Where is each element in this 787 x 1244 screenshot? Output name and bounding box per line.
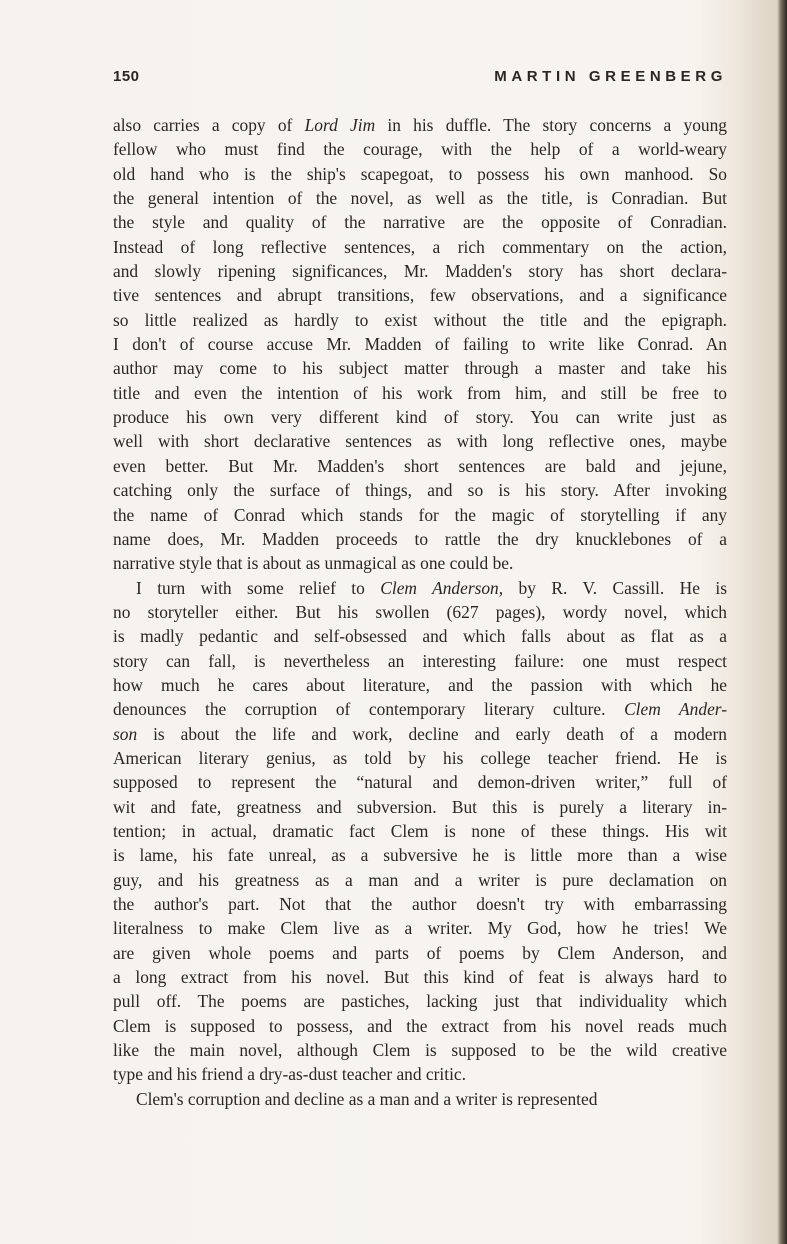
text-line: how much he cares about literature, and the passion with which he (113, 674, 727, 695)
text-line: Instead of long reflective sentences, a rich commentary on the action, (113, 236, 727, 257)
text-line: like the main novel, although Clem is supposed to be the wild creative (113, 1040, 727, 1061)
text-line: the name of Conrad which stands for the magic of storytelling if any (113, 504, 727, 525)
text-line: fellow who must find the courage, with the help of a world-weary (113, 139, 727, 160)
text-line: narrative style that is about as unmagical as one could be. (113, 553, 514, 574)
text-line: tive sentences and abrupt transitions, few observations, and a significance (113, 285, 727, 306)
text-line: son is about the life and work, decline and early death of a modern (113, 723, 727, 744)
text-line: well with short declarative sentences as with long reflective ones, maybe (113, 431, 727, 452)
text-line: denounces the corruption of contemporary literary culture. Clem Ander- (113, 699, 727, 720)
text-line: pull off. The poems are pastiches, lacking just that individuality which (113, 991, 727, 1012)
text-line: tention; in actual, dramatic fact Clem is none of these things. His wit (113, 820, 727, 841)
text-line: also carries a copy of Lord Jim in his duffle. The story concerns a young (113, 115, 727, 135)
text-line: are given whole poems and parts of poems by Clem Anderson, and (113, 942, 727, 963)
text-line: the author's part. Not that the author doesn't try with embarrassing (113, 894, 727, 914)
text-line: name does, Mr. Madden proceeds to rattle the dry knucklebones of a (113, 528, 727, 549)
text-line: the style and quality of the narrative are the opposite of Conradian. (113, 212, 727, 233)
text-line: catching only the surface of things, and so is his story. After invoking (113, 480, 727, 501)
text-line: is madly pedantic and self-obsessed and which falls about as flat as a (113, 626, 727, 647)
text-line: is lame, his fate unreal, as a subversive he is little more than a wise (113, 845, 727, 866)
body-text (113, 113, 727, 1111)
text-line: supposed to represent the “natural and demon-driven writer,” full of (113, 772, 727, 793)
text-line: type and his friend a dry-as-dust teacher and critic. (113, 1064, 466, 1085)
page-gutter-shadow (777, 0, 787, 1244)
text-line: American literary genius, as told by his college teacher friend. He is (113, 747, 727, 768)
page-number: 150 (113, 68, 140, 85)
running-head-author: MARTIN GREENBERG (494, 68, 727, 85)
text-line: Clem is supposed to possess, and the extract from his novel reads much (113, 1015, 727, 1036)
text-line: no storyteller either. But his swollen (627 pages), wordy novel, which (113, 601, 727, 622)
running-head (113, 68, 727, 90)
text-line: a long extract from his novel. But this kind of feat is always hard to (113, 967, 727, 988)
text-line: so little realized as hardly to exist without the title and the epigraph. (113, 309, 727, 330)
text-line: I turn with some relief to Clem Anderson, by R. V. Cassill. He is (136, 577, 727, 598)
text-line: story can fall, is nevertheless an interesting failure: one must respect (113, 650, 727, 671)
text-line: I don't of course accuse Mr. Madden of failing to write like Conrad. An (113, 334, 727, 355)
text-line: produce his own very different kind of story. You can write just as (113, 407, 727, 428)
text-line: literalness to make Clem live as a writer. My God, how he tries! We (113, 918, 727, 939)
text-line: title and even the intention of his work from him, and still be free to (113, 382, 727, 403)
text-line: and slowly ripening significances, Mr. Madden's story has short declara- (113, 261, 727, 282)
text-line: the general intention of the novel, as well as the title, is Conradian. But (113, 188, 727, 209)
text-line: guy, and his greatness as a man and a writer is pure declamation on (113, 869, 727, 890)
text-line: author may come to his subject matter through a master and take his (113, 358, 727, 379)
text-line: wit and fate, greatness and subversion. But this is purely a literary in- (113, 796, 727, 817)
text-line: Clem's corruption and decline as a man and a writer is represented (136, 1088, 598, 1109)
text-line: old hand who is the ship's scapegoat, to possess his own manhood. So (113, 163, 727, 184)
text-line: even better. But Mr. Madden's short sentences are bald and jejune, (113, 455, 727, 476)
